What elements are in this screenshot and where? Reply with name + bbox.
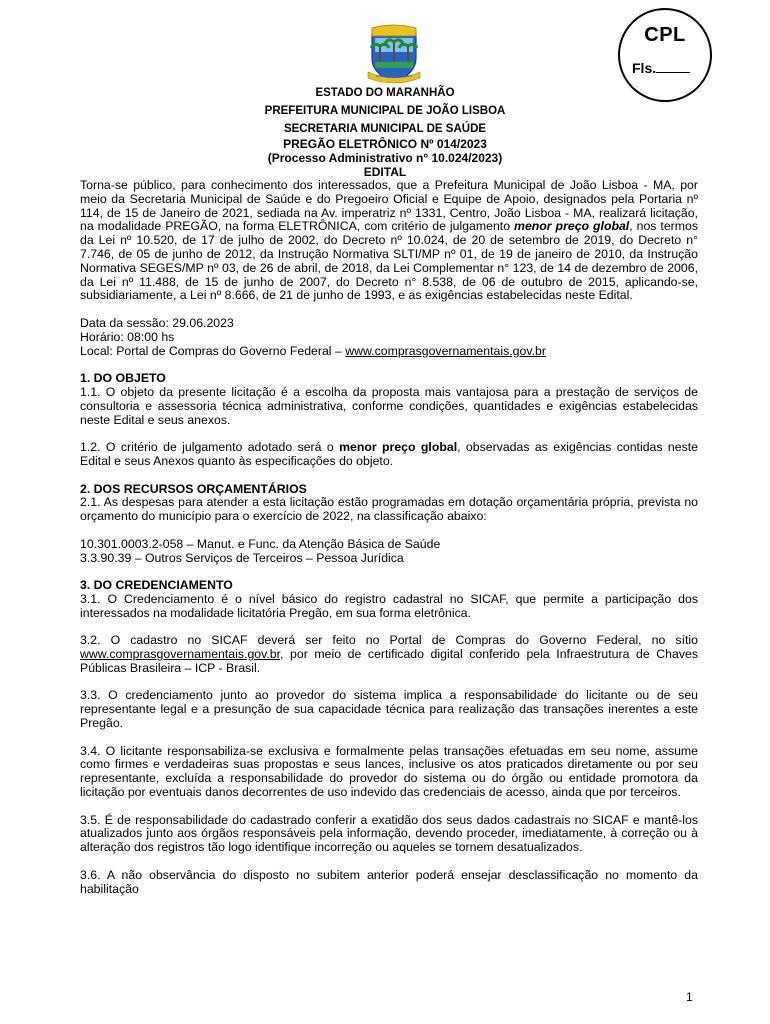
intro-text-1: Torna-se público, para conhecimento dos interessados, que a Prefeitura Municipal de João Lisboa - MA, por meio da Secretaria Municipal de Saúde e do Pregoeiro Oficial e Equipe de Apoio, designados pela Portaria nº 114, de 15 de Janeiro de 2021, sediada na Av. imperatriz nº 1331, Centro, João Lisboa - MA, realizará licitação, na modalidade PREGÃO, na forma ELETRÔNICA, com critério de julgamento bbox=[80, 178, 698, 234]
stamp-cpl-label: CPL bbox=[644, 24, 686, 46]
header-city: PREFEITURA MUNICIPAL DE JOÃO LISBOA bbox=[264, 105, 506, 117]
processo-subtitle: (Processo Administrativo n° 10.024/2023) bbox=[267, 151, 503, 165]
section-1-1: 1.1. O objeto da presente licitação é a escolha da proposta mais vantajosa para a prestação de serviços de consultoria e assessoria técnica administrativa, conforme condições, quantidades e exigências estabelecidas neste Edital e seus anexos. bbox=[80, 384, 698, 427]
section-3-2-text-a: 3.2. O cadastro no SICAF deverá ser feito no Portal de Compras do Governo Federal, no sítio bbox=[80, 633, 698, 648]
section-1-2 bbox=[80, 441, 698, 469]
edital-title: EDITAL bbox=[363, 165, 407, 179]
section-1-2-text-b: , observadas as exigências contidas neste Edital e seus Anexos quanto às especificações do objeto. bbox=[80, 440, 698, 468]
section-2-1: 2.1. As despesas para atender a esta licitação estão programadas em dotação orçamentária própria, prevista no orçamento do município para o exercício de 2022, na classificação abaixo: bbox=[80, 495, 698, 524]
session-time: Horário: 08:00 hs bbox=[80, 329, 175, 344]
session-local-text: Local: Portal de Compras do Governo Federal – bbox=[80, 343, 346, 358]
intro-paragraph bbox=[80, 179, 698, 303]
stamp-fls-text: Fls. bbox=[632, 60, 657, 76]
section-3-2-text-b: , por meio de certificado digital conferido pela Infraestrutura de Chaves Públicas Brasileira – ICP - Brasil. bbox=[80, 647, 698, 675]
section-3-4: 3.4. O licitante responsabiliza-se exclusiva e formalmente pelas transações efetuadas em seu nome, assume como firmes e verdadeiras suas propostas e seus lances, inclusive os atos praticados diretamente ou por seu representante, excluída a responsabilidade do provedor do sistema ou do órgão ou entidade promotora da licitação por eventuais danos decorrentes de uso indevido das credenciais de acesso, ainda que por terceiros. bbox=[80, 743, 698, 800]
compras-link[interactable]: www.comprasgovernamentais.gov.br bbox=[345, 343, 546, 358]
header-state: ESTADO DO MARANHÃO bbox=[315, 87, 455, 99]
session-local bbox=[80, 345, 698, 359]
page-number: 1 bbox=[686, 990, 693, 1004]
budget-line-2: 3.3.90.39 – Outros Serviços de Terceiros – Pessoa Jurídica bbox=[80, 550, 404, 565]
section-3-1: 3.1. O Credenciamento é o nível básico do registro cadastral no SICAF, que permite a participação dos interessados na modalidade licitatória Pregão, em sua forma eletrônica. bbox=[80, 591, 698, 620]
section-1-2-text-a: 1.2. O critério de julgamento adotado será o bbox=[80, 440, 340, 455]
section-2-title: 2. DOS RECURSOS ORÇAMENTÁRIOS bbox=[80, 481, 307, 496]
section-1-2-bold: menor preço global bbox=[339, 440, 458, 455]
section-3-2 bbox=[80, 634, 698, 675]
session-date: Data da sessão: 29.06.2023 bbox=[80, 315, 234, 330]
section-3-3: 3.3. O credenciamento junto ao provedor do sistema implica a responsabilidade do licitante ou de seu representante legal e a presunção de sua capacidade técnica para realização das transações inerentes a este Pregão. bbox=[80, 688, 698, 731]
document-body bbox=[80, 179, 698, 896]
pregao-title: PREGÃO ELETRÔNICO Nº 014/2023 bbox=[283, 137, 487, 151]
section-3-6: 3.6. A não observância do disposto no subitem anterior poderá ensejar desclassificação no momento da habilitação bbox=[80, 867, 698, 896]
budget-line-1: 10.301.0003.2-058 – Manut. e Func. da Atenção Básica de Saúde bbox=[80, 536, 441, 551]
intro-emphasis: menor preço global bbox=[514, 219, 630, 234]
header-department: SECRETARIA MUNICIPAL DE SAÚDE bbox=[283, 123, 487, 135]
intro-text-2: , nos termos da Lei nº 10.520, de 17 de julho de 2002, do Decreto nº 10.024, de 20 de setembro de 2019, do Decreto n° 7.746, de 05 de junho de 2012, da Instrução Normativa SLTI/MP nº 01, de 19 de janeiro de 2010, da Instrução Normativa SEGES/MP nº 03, de 26 de abril, de 2018, da Lei Complementar n° 123, de 14 de dezembro de 2006, da Lei nº 11.488, de 15 de junho de 2007, do Decreto n° 8.538, de 06 de outubro de 2015, aplicando-se, subsidiariamente, a Lei nº 8.666, de 21 de junho de 1993, e as exigências estabelecidas neste Edital. bbox=[80, 219, 698, 303]
section-1-title: 1. DO OBJETO bbox=[80, 371, 166, 386]
municipal-coat-of-arms-icon bbox=[366, 24, 422, 86]
section-3-5: 3.5. É de responsabilidade do cadastrado conferir a exatidão dos seus dados cadastrais no SICAF e mantê-los atualizados junto aos órgãos responsáveis pela informação, devendo proceder, imediatamente, à correção ou à alteração dos registros tão logo identifique incorreção ou aqueles se tornem desatualizados. bbox=[80, 812, 698, 855]
stamp-fls-label bbox=[632, 60, 706, 76]
section-3-title: 3. DO CREDENCIAMENTO bbox=[80, 578, 233, 593]
sicaf-link[interactable]: www.comprasgovernamentais.gov.br bbox=[80, 647, 281, 662]
stamp-fls-line bbox=[656, 60, 690, 73]
